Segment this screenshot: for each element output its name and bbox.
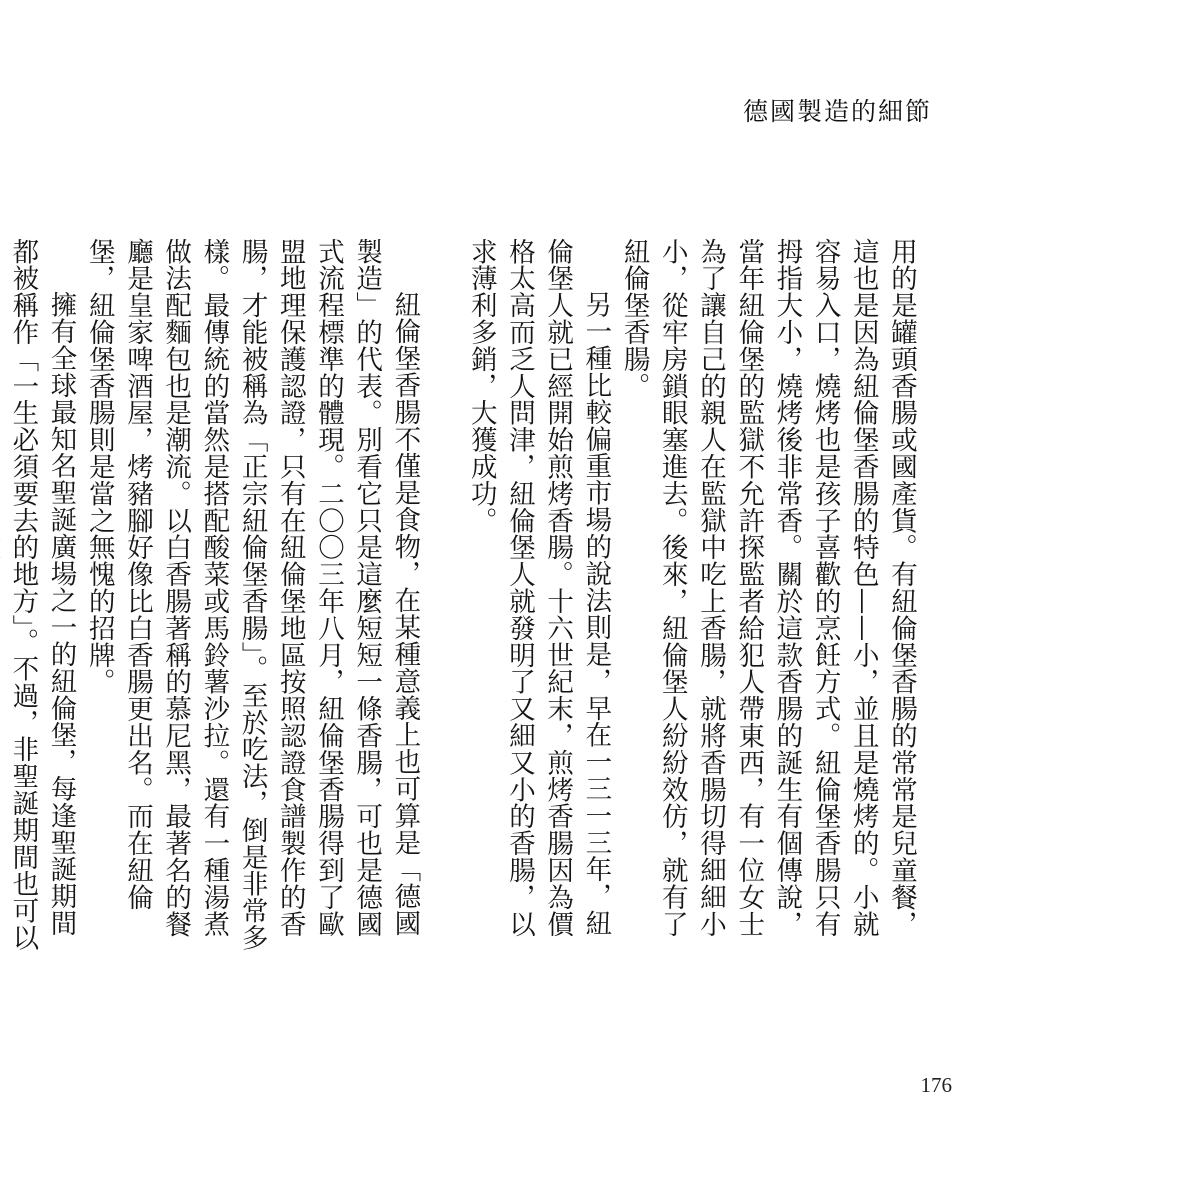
paragraph-spacer: [423, 238, 461, 276]
paragraph-3: 紐倫堡香腸不僅是食物，在某種意義上也可算是「德國製造」的代表。別看它只是這麼短短一條香腸，可也是德國式流程標準的體現。二〇〇三年八月，紐倫堡香腸得到了歐盟地理保護認證，只有在紐倫堡地區按照認證食譜製作的香腸，才能被稱為「正宗紐倫堡香腸」。至於吃法，倒是非常多樣。最傳統的當然是搭配酸菜或馬鈴薯沙拉。還有一種湯煮做法配麵包也是潮流。以白香腸著稱的慕尼黑，最著名的餐廳是皇家啤酒屋，烤豬腳好像比白香腸更出名。而在紐倫堡，紐倫堡香腸則是當之無愧的招牌。: [83, 238, 421, 952]
paragraph-2: 另一種比較偏重市場的說法則是，早在一三一三年，紐倫堡人就已經開始煎烤香腸。十六世紀末，煎烤香腸因為價格太高而乏人問津，紐倫堡人就發明了又細又小的香腸，以求薄利多銷，大獲成功。: [465, 238, 612, 938]
paragraph-1: 用的是罐頭香腸或國產貨。有紐倫堡香腸的常常是兒童餐，這也是因為紐倫堡香腸的特色——小，並且是燒烤的。小就容易入口，燒烤也是孩子喜歡的烹飪方式。紐倫堡香腸只有拇指大小，燒烤後非常香。關於這款香腸的誕生有個傳說，當年紐倫堡的監獄不允許探監者給犯人帶東西，有一位女士為了讓自己的親人在監獄中吃上香腸，就將香腸切得細細小小，從牢房鎖眼塞進去。後來，紐倫堡人紛紛效仿，就有了紐倫堡香腸。: [618, 238, 917, 938]
page-number: 176: [920, 1073, 952, 1097]
body-text: [7, 238, 920, 958]
paragraph-4: 擁有全球最知名聖誕廣場之一的紐倫堡，每逢聖誕期間都被稱作「一生必須要去的地方」。不過，非聖誕期間也可以: [7, 238, 77, 952]
running-header-title: 德國製造的細節: [742, 97, 932, 126]
